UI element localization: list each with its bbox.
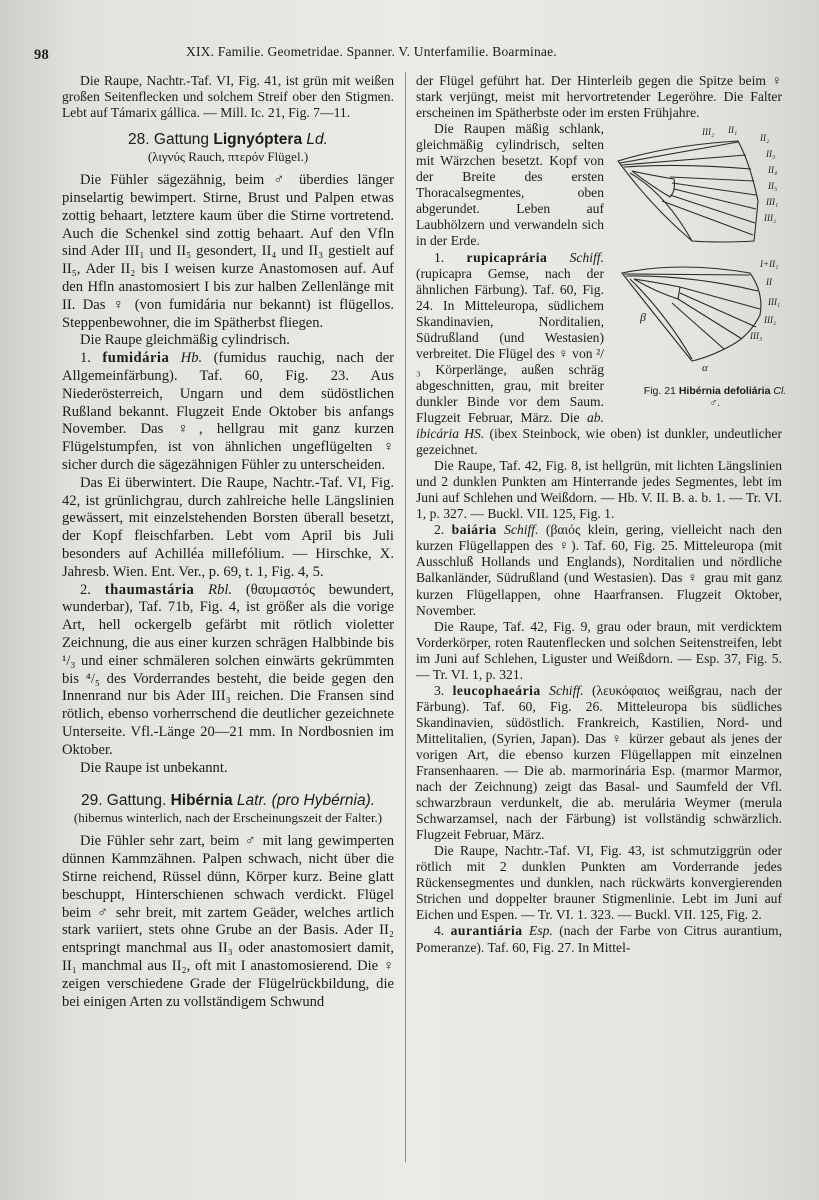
forewing-vein [630,173,692,241]
species-number: 4. [434,923,445,939]
aberration-name: ibicária HS. [416,426,485,442]
genus-name: Hibérnia [170,792,233,810]
paragraph: Die Raupen mäßig schlank, gleichmäßig cylindrisch, selten mit Wärzchen besetzt. Kopf von der Breite des ersten Thoracalsegmentes, oben abgerundet. Leben auf Laubhölzern und verwandeln sich in der Erde. [416,121,604,249]
vein-label: II₁ [728,125,738,136]
paragraph: Das Ei überwintert. Die Raupe, Nachtr.-Taf. VI, Fig. 42, ist grünlichgrau, durch zahlreiche helle Längslinien gewässert, mit einzelstehenden Borsten überall besetzt, der Kopf fleischfarben. Lebt vom April bis Juli besonders auf Achilléa millefólium. — Hirschke, X. Jahresb. Wien. Ent. Ver., p. 69, t. 1, Fig. 4, 5. [62,474,394,580]
species-name: rupicaprária [466,249,548,265]
paragraph: Die Raupe ist unbekannt. [80,759,228,776]
species-text: (rupicapra Gemse, nach der ähnlichen Färbung). Taf. 60, Fig. 24. In Mitteleuropa, südlichem Skandinavien, Norditalien, Südrußland (und Westasien) verbreitet. Die Flügel des ♀ von ²/₃ Körperlänge, außen schräg abgeschnitten, grau, mit breiter dunkler Binde vor dem Saum. Flugzeit Februar, März. Die [416,265,604,425]
vein-label: III₁ [766,197,779,208]
species-number: 1. [434,249,445,265]
figure-caption [640,385,790,409]
vein-label: III₂ [764,315,777,326]
forewing-vein [624,166,751,170]
forewing-cell [632,171,675,197]
paragraph: Die Fühler sehr zart, beim ♂ mit lang gewimperten dünnen Kammzähnen. Palpen schwach, nicht über die Stirne reichend, Rüssel dünn, Körper kurz. Beine glatt beschuppt, Hinterschienen schwach verdickt. Flügel beim ♂ sehr breit, mit zartem Geäder, welches artlich stark variiert, stets ohne Grube an der Basis. Ader II₂ entspringt manchmal aus II₃ oder anastomosiert damit, II₁ manchmal aus II₂, oft mit I anastomosierend. Die ♀ zeigen verschiedene Grade der Flügelrückbildung, die bei einigen Arten zu vollständigem Schwund [62,833,394,1010]
forewing-vein [622,155,746,165]
genus-alt-spelling: (pro Hybérnia). [271,792,376,810]
hindwing-vein [680,293,756,327]
figure-author: Cl. ♂. [709,385,787,410]
species-entry [416,923,782,955]
genus-author: Latr. [236,792,268,810]
species-name: fumidária [102,350,170,367]
vein-label: II₂ [760,133,770,144]
genus-number: 28. Gattung [128,131,210,149]
forewing-vein [670,177,754,181]
hindwing-cell [634,279,680,299]
genus-number: 29. Gattung. [80,792,167,810]
species-author: Esp. [529,923,553,939]
column-divider [405,72,406,1162]
species-author: Schiff. [569,249,604,265]
species-number: 3. [434,682,445,698]
vein-label: III₁ [768,297,781,308]
paragraph: der Flügel geführt hat. Der Hinterleib gegen die Spitze beim ♀ stark verjüngt, meist mit hervortretender Legeröhre. Die Falter erscheinen im Spätherbste oder im ersten Frühjahre. [416,73,782,121]
species-text: (nach der Farbe von Citrus aurantium, Pomeranze). Taf. 60, Fig. 27. In Mittel- [416,923,782,955]
species-name: thaumastária [104,581,195,598]
paragraph: Die Raupe, Taf. 42, Fig. 9, grau oder braun, mit verdicktem Vorderkörper, roten Rautenflecken und solchen Seitenstreifen, lebt im Juni auf Schlehen, Liguster und Weißdorn. — Esp. 37, Fig. 5. — Tr. VI. 1, p. 321. [416,618,782,682]
species-number: 1. [80,350,91,367]
vein-label: III₂ [764,213,777,224]
genus-28-heading [62,132,394,148]
vein-label: II₄ [768,165,778,176]
species-text: (βαιός klein, gering, vielleicht nach den kurzen Flügellappen des ♀). Taf. 60, Fig. 25. Mitteleuropa (mit Ausschluß Hollands und Englands), Norditalien und nördliche Balkanländer, Südrußland (und Westasien). Das ♀ grau mit ganz kurzen Flügellappen, ohne Haarfransen. Flugzeit Oktober, November. [416,522,783,618]
species-text: (λευκόφαιος weißgrau, nach der Färbung). Taf. 60, Fig. 26. Mitteleuropa bis südliches Skandinavien, südöstlich. Frankreich, Kastilien, Nord- und Mittelitalien, (Syrien, Japan). Das ♀ kürzer gebaut als jenes der vorigen Art, die ebenso kurzen Flügellappen mit einzelnen Fransenhaaren. — Die ab. marmorinária Esp. (marmor Marmor, nach der Zeichnung) zeigt das Basal- und Saumfeld der Vfl. schwarzbraun verdunkelt, die ab. merulária Weymer (merula Schwarzamsel, nach der Färbung) ist vollständig schwärzlich. Flugzeit Februar, März. [416,682,783,843]
hindwing-vein [626,276,758,291]
genus-name: Lignyóptera [213,131,303,149]
species-number: 2. [434,522,445,538]
paragraph: Die Raupe, Taf. 42, Fig. 8, ist hellgrün, mit lichten Längslinien und 2 dunklen Punkten am Hinterrande jedes Segmentes, lebt im Juni auf Schlehen und Weißdorn. — Hb. V. II. B. a. b. 1. — Tr. VI. 1, p. 327. — Buckl. VII. 125, Fig. 1. [416,458,782,522]
right-column [416,73,787,956]
paragraph: Die Raupe, Nachtr.-Taf. VI, Fig. 41, ist grün mit weißen großen Seitenflecken und solchem Streif ober den Stigmen. Lebt auf Támarix gállica. — Mill. Ic. 21, Fig. 7—11. [62,73,394,121]
hindwing-vein [678,299,742,339]
page-number: 98 [34,47,49,63]
paragraph: Die Fühler sägezähnig, beim ♂ überdies länger pinselartig bewimpert. Stirne, Brust und Palpen etwas zottig behaart, letztere kaum über die Stirne vortretend. Auch die Schenkel sind zottig behaart. Auf den Vfln sind Ader III₁ und II₅ gesondert, II₄ und II₃ gestielt auf II₅, Ader II₂ bis I weisen kurze Anastomosen auf. Auf den Hfln anastomosiert I bis zur halben Zellenlänge mit II. Das ♀ (von fumidária nur bekannt) ist flügellos. Steppenbewohner, die im Spätherbst fliegen. [62,172,394,331]
vein-label: II₅ [768,181,778,192]
species-name: leucophaeária [452,682,541,698]
paragraph: Die Raupe, Nachtr.-Taf. VI, Fig. 43, ist schmutziggrün oder rötlich mit 2 dunklen Punkten am Vorderrande jedes Rückensegmentes und dunklen, nach rückwärts konvergierenden Strichen und doppelter brauner Stigmenlinie. Lebt im Juni auf Eichen und Espen. — Tr. VI. 1. 323. — Buckl. VII. 125, Fig. 2. [416,843,782,923]
species-author: Schiff. [549,682,584,698]
genus-29-body [62,833,394,1011]
wing-diagram [610,123,788,385]
running-head [34,44,779,64]
aberration-text: (ibex Steinbock, wie oben) ist dunkler, undeutlicher gezeichnet. [416,426,782,458]
species-entry [62,350,394,475]
genus-28-body [62,172,394,777]
alpha-label: α [702,362,708,375]
species-entry [416,522,782,618]
species-author: Hb. [180,350,203,367]
species-text: (θαυμαστός bewundert, wunderbar), Taf. 71b, Fig. 4, ist größer als die vorige Art, hell ockergelb gefärbt mit rötlich violetter Zeichnung, die aus einer kurzen schrägen Halbbinde bis ¹/₃ und einer schmäleren solchen einwärts gekrümmten bis ⁴/₅ des Vorderrandes besteht, die beide gegen den Innenrand nur bis Ader III₃ reichen. Die Fransen sind rötlich, ebenso vorherrschend die deutlicher gezeichnete Unterseite. Vfl.-Länge 20—21 mm. In Nordbosnien im Oktober. [62,581,394,758]
figure-number: Fig. 21 [643,385,676,398]
species-entry [62,582,394,760]
aberration-label: ab. [587,409,604,425]
species-name: baiária [451,522,497,538]
species-text: (fumidus rauchig, nach der Allgemeinfärbung). Taf. 60, Fig. 23. Aus Niederösterreich, Ungarn und dem südöstlichen Rußland bekannt. Flugzeit Ende Oktober bis anfangs November. Das ♀, hellgrau mit ganz kurzen Flügelstumpfen, ist von ähnlichen ungeflügelten ♀ sicher durch die sägezähnigen Fühler zu unterscheiden. [62,350,394,473]
figure-species: Hibérnia defoliária [678,385,771,398]
genus-etymology: (λιγνύς Rauch, πτερόν Flügel.) [147,149,309,165]
forewing-vein [672,183,756,195]
vein-label: I+II₁ [760,259,779,270]
vein-label: II [766,277,772,288]
species-entry [416,683,782,843]
beta-label: β [640,310,646,325]
species-author: Rbl. [208,581,233,598]
hindwing-vein [672,303,724,349]
genus-author: Ld. [306,131,328,149]
genus-29-heading [62,793,394,809]
forewing-vein [620,142,738,163]
vein-label: III₃ [750,331,763,342]
vein-label: II₃ [766,149,776,160]
paragraph: Die Raupe gleichmäßig cylindrisch. [80,332,290,349]
species-number: 2. [80,581,91,598]
vein-label: III₂ [702,127,715,138]
forewing-vein [674,189,756,209]
wing-venation-figure [610,123,788,419]
genus-etymology: (hibernus winterlich, nach der Erscheinungszeit der Falter.) [73,810,383,826]
species-author: Schiff. [504,522,539,538]
hindwing-vein [624,274,750,275]
species-name: aurantiária [450,923,523,939]
left-column [62,73,394,1011]
running-title: XIX. Familie. Geometridae. Spanner. V. Unterfamilie. Boarminae. [186,44,557,59]
